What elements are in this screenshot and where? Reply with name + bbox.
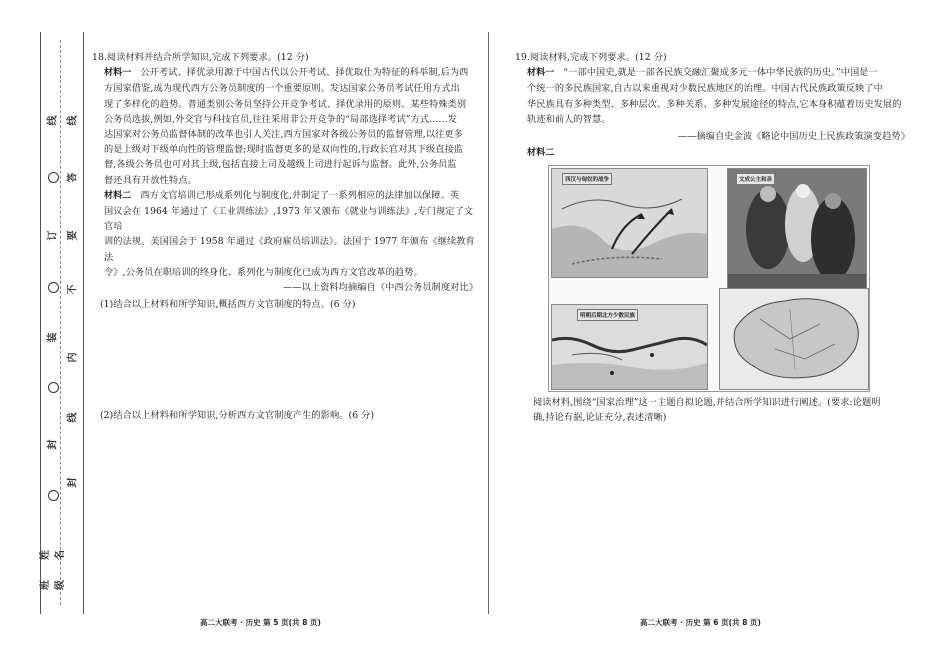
painting-image <box>727 168 867 298</box>
text-line: 轨迹和前人的智慧。 <box>527 113 611 125</box>
text-line: 方国家借鉴,成为现代西方公务员制度的一个重要原则。发达国家公务员考试任用方式出 <box>104 83 460 95</box>
text-line: 现了多样化的趋势。普通类别公务员坚持公开竞争考试、择优录用的原则。某些特殊类别 <box>104 98 467 110</box>
text-line: 督,各级公务员也可对其上级,包括直接上司及越级上司进行起诉与监督。此外,公务员监 <box>104 159 457 171</box>
image-title: 明朝后期北方少数民族 <box>577 309 638 321</box>
material-label: 材料二 <box>104 190 132 201</box>
text-line: 国议会在 1964 年通过了《工业训练法》,1973 年又颁布《就业与训练法》,专门规定了文官培 <box>104 206 474 233</box>
binding-char: 要 <box>67 230 79 241</box>
map-image-xiongnu-war <box>551 168 708 278</box>
question-19 <box>515 50 910 161</box>
q18-source: ——以上资料均摘编自《中西公务员制度对比》 <box>282 282 478 294</box>
binding-char: 订 <box>47 230 59 241</box>
q18-header: 18.阅读材料并结合所学知识,完成下列要求。(12 分) <box>92 52 309 63</box>
text-line: 督还具有开放性特点。 <box>104 174 197 186</box>
q18-sub-question-1: (1)结合以上材料和所学知识,概括西方文官制度的特点。(6 分) <box>100 299 356 311</box>
material-label: 材料一 <box>104 68 132 79</box>
binding-char: 装 <box>47 332 59 343</box>
q19-task <box>533 395 913 425</box>
text-line: 达国家对公务员监督体制的改革也引人关注,西方国家对各级公务员的监督管理,以往更多 <box>104 129 463 141</box>
map-illustration <box>552 169 707 277</box>
binding-char: 封 <box>47 439 59 450</box>
material-label: 材料一 <box>527 68 555 79</box>
q18-material-1 <box>92 65 478 188</box>
map-image-ming <box>551 304 708 390</box>
text-line: 公务员选拔,例如,外交官与科技官员,往往采用非公开竞争的“局部选择考试”方式……发 <box>104 113 458 125</box>
map-image-qing <box>719 288 869 390</box>
binding-hole <box>48 490 59 501</box>
fold-line <box>60 40 61 605</box>
binding-char: 线 <box>47 115 59 126</box>
image-title: 西汉与匈奴的战争 <box>562 173 612 185</box>
binding-char: 答 <box>67 172 79 183</box>
question-18 <box>92 50 478 312</box>
name-label: 姓名 <box>40 550 66 560</box>
binding-char: 不 <box>67 284 79 295</box>
text-line: 西方文官培训已形成系列化与制度化,并制定了一系列相应的法律加以保障。英 <box>140 189 460 201</box>
text-line: 华民族具有多种类型、多种层次、多种关系、多种发展途径的特点,它本身积蕴着历史发展的 <box>527 98 902 110</box>
material-label: 材料二 <box>527 148 555 159</box>
binding-char: 线 <box>67 115 79 126</box>
material-2-collage <box>548 165 870 392</box>
text-line: 令》,公务员在职培训的终身化、系列化与制度化已成为西方文官改革的趋势。 <box>104 266 423 278</box>
binding-char: 线 <box>67 412 79 423</box>
text-line: 训的法规。美国国会于 1958 年通过《政府雇员培训法》。法国于 1977 年颁布《继续教育法 <box>104 236 475 263</box>
painting-illustration <box>728 169 866 297</box>
q19-header: 19.阅读材料,完成下列要求。(12 分) <box>515 52 667 63</box>
text-line: 确,持论有据,论证充分,表述清晰) <box>533 412 667 424</box>
text-line: “一部中国史,就是一部各民族交融汇聚成多元一体中华民族的历史。”中国是一 <box>563 67 878 79</box>
q19-source: ——摘编自史金波《略论中国历史上民族政策演变趋势》 <box>677 131 910 143</box>
binding-char: 封 <box>67 477 79 488</box>
q18-sub-question-2: (2)结合以上材料和所学知识,分析西方文官制度产生的影响。(6 分) <box>100 410 375 421</box>
page-footer-right: 高二大联考 · 历史 第 6 页(共 8 页) <box>640 618 761 627</box>
page-footer-left: 高二大联考 · 历史 第 5 页(共 8 页) <box>200 618 321 627</box>
map-illustration <box>720 289 868 389</box>
text-line: 公开考试、择优录用源于中国古代以公开考试、择优取仕为特征的科举制,后为西 <box>140 67 469 79</box>
text-line: 的是上级对下级单向性的管理监督;现时监督更多的是双向性的,行政长官对其下级直接监 <box>104 144 464 156</box>
binding-char: 内 <box>67 352 79 363</box>
text-line: 个统一的多民族国家,自古以来重视对少数民族地区的治理。中国古代民族政策反映了中 <box>527 83 883 95</box>
binding-hole <box>48 382 59 393</box>
text-line: 阅读材料,围绕“国家治理”这一主题自拟论题,并结合所学知识进行阐述。(要求:论题明 <box>533 397 881 408</box>
page-divider <box>488 32 489 614</box>
class-label: 班级 <box>40 580 66 590</box>
binding-hole <box>48 172 59 183</box>
q19-material-1 <box>515 65 910 127</box>
binding-hole <box>48 282 59 293</box>
q18-material-2 <box>92 188 478 280</box>
image-title: 文成公主和亲 <box>736 173 775 185</box>
